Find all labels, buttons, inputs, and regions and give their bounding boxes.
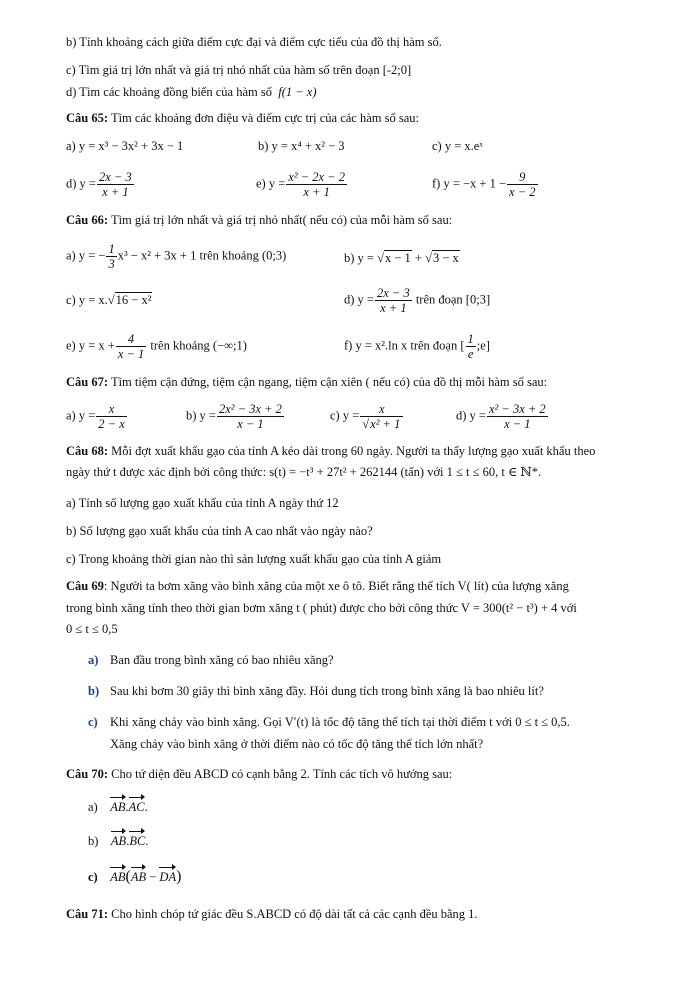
item-c: c) Tìm giá trị lớn nhất và giá trị nhỏ nhất của hàm số trên đoạn [-2;0] bbox=[66, 63, 412, 77]
question-69-line2: trong bình xăng tính theo thời gian bơm xăng t ( phút) được cho bởi công thức V = 300(t² − t³) + 4 với bbox=[66, 601, 577, 615]
q67-a: a) y = $\frac{x}{2 - x}$ bbox=[66, 402, 125, 431]
question-69-line3: 0 ≤ t ≤ 0,5 bbox=[66, 622, 118, 636]
question-66: Câu 66: Tìm giá trị lớn nhất và giá trị nhỏ nhất( nếu có) của mỗi hàm số sau: bbox=[66, 213, 453, 227]
q67-d: d) y = $\frac{\text{x² − 3x + 2}}{x - 1}$ bbox=[456, 402, 546, 431]
q68-a: a) Tính số lượng gạo xuất khẩu của tỉnh A ngày thứ 12 bbox=[66, 496, 339, 510]
q65-f: f) y = −x + 1 − $\frac{9}{x - 2}$ bbox=[432, 170, 536, 199]
q65-a: a) y = x³ − 3x² + 3x − 1 bbox=[66, 139, 184, 153]
q69-c-label: c) bbox=[88, 715, 98, 729]
q65-e: e) y = $\frac{\text{x² − 2x − 2}}{x + 1}$ bbox=[256, 170, 345, 199]
q69-a-label: a) bbox=[88, 653, 99, 667]
q68-c: c) Trong khoảng thời gian nào thì sản lượng xuất khẩu gạo của tỉnh A giảm bbox=[66, 552, 442, 566]
q65-c: c) y = x.eˣ bbox=[432, 139, 483, 153]
q65-b: b) y = x⁴ + x² − 3 bbox=[258, 139, 345, 153]
q68-b: b) Số lượng gạo xuất khẩu của tỉnh A cao nhất vào ngày nào? bbox=[66, 524, 373, 538]
question-69: Câu 69: Người ta bơm xăng vào bình xăng của một xe ô tô. Biết rằng thể tích V( lít) của lượng xăng bbox=[66, 579, 569, 593]
q70-a: a) AB.AC. bbox=[88, 796, 148, 815]
q69-c: Khi xăng chảy vào bình xăng. Gọi V′(t) là tốc độ tăng thể tích tại thời điểm t với 0 ≤ t ≤ 0,5. bbox=[110, 715, 570, 729]
q66-b: b) y = √x − 1 + √3 − x bbox=[344, 251, 459, 265]
q66-e: e) y = x + $\frac{4}{x - 1}$ trên khoảng (−∞;1) bbox=[66, 332, 247, 361]
q66-d: d) y = $\frac{2x - 3}{x + 1}$ trên đoạn [0;3] bbox=[344, 286, 491, 315]
q69-b-label: b) bbox=[88, 684, 100, 698]
q69-a: Ban đầu trong bình xăng có bao nhiêu xăng? bbox=[110, 653, 334, 667]
q70-b: b) AB.BC. bbox=[88, 830, 148, 849]
question-71: Câu 71: Cho hình chóp tứ giác đều S.ABCD có độ dài tất cả các cạnh đều bằng 1. bbox=[66, 907, 478, 921]
q65-d: d) y = $\frac{2x - 3}{x + 1}$ bbox=[66, 170, 132, 199]
q69-b: Sau khi bơm 30 giây thì bình xăng đầy. Hỏi dung tích trong bình xăng là bao nhiêu lít? bbox=[110, 684, 544, 698]
question-68-line2: ngày thứ t được xác định bởi công thức: s(t) = −t³ + 27t² + 262144 (tấn) với 1 ≤ t ≤ 60, t ∈ ℕ*. bbox=[66, 465, 542, 479]
question-70: Câu 70: Cho tứ diện đều ABCD có cạnh bằng 2. Tính các tích vô hướng sau: bbox=[66, 767, 453, 781]
item-b: b) Tính khoảng cách giữa điểm cực đại và điểm cực tiểu của đồ thị hàm số. bbox=[66, 35, 442, 49]
q67-c: c) y = $\frac{x}{\text{√x² + 1}}$ bbox=[330, 402, 404, 431]
q66-f: f) y = x².ln x trên đoạn [ $\frac{1}{e}$ ;e] bbox=[344, 332, 490, 361]
q69-c-line2: Xăng chảy vào bình xăng ở thời điểm nào có tốc độ tăng thể tích lớn nhất? bbox=[110, 737, 484, 751]
q66-c: c) y = x.√16 − x² bbox=[66, 293, 152, 307]
question-65: Câu 65: Tìm các khoảng đơn điệu và điểm cực trị của các hàm số sau: bbox=[66, 111, 420, 125]
q66-a: a) y = − $\frac{1}{3}$ x³ − x² + 3x + 1 trên khoảng (0;3) bbox=[66, 242, 287, 271]
q70-c: c) AB(AB − DA) bbox=[88, 868, 182, 885]
question-68: Câu 68: Mỗi đợt xuất khẩu gạo của tỉnh A kéo dài trong 60 ngày. Người ta thấy lượng gạo xuất khẩu theo bbox=[66, 444, 596, 458]
question-67: Câu 67: Tìm tiệm cận đứng, tiệm cận ngang, tiệm cận xiên ( nếu có) của đồ thị mỗi hàm số sau: bbox=[66, 375, 548, 389]
q67-b: b) y = $\frac{\text{2x² − 3x + 2}}{x - 1}$ bbox=[186, 402, 282, 431]
item-d: d) Tìm các khoảng đồng biến của hàm số f(1 − x) bbox=[66, 85, 317, 99]
